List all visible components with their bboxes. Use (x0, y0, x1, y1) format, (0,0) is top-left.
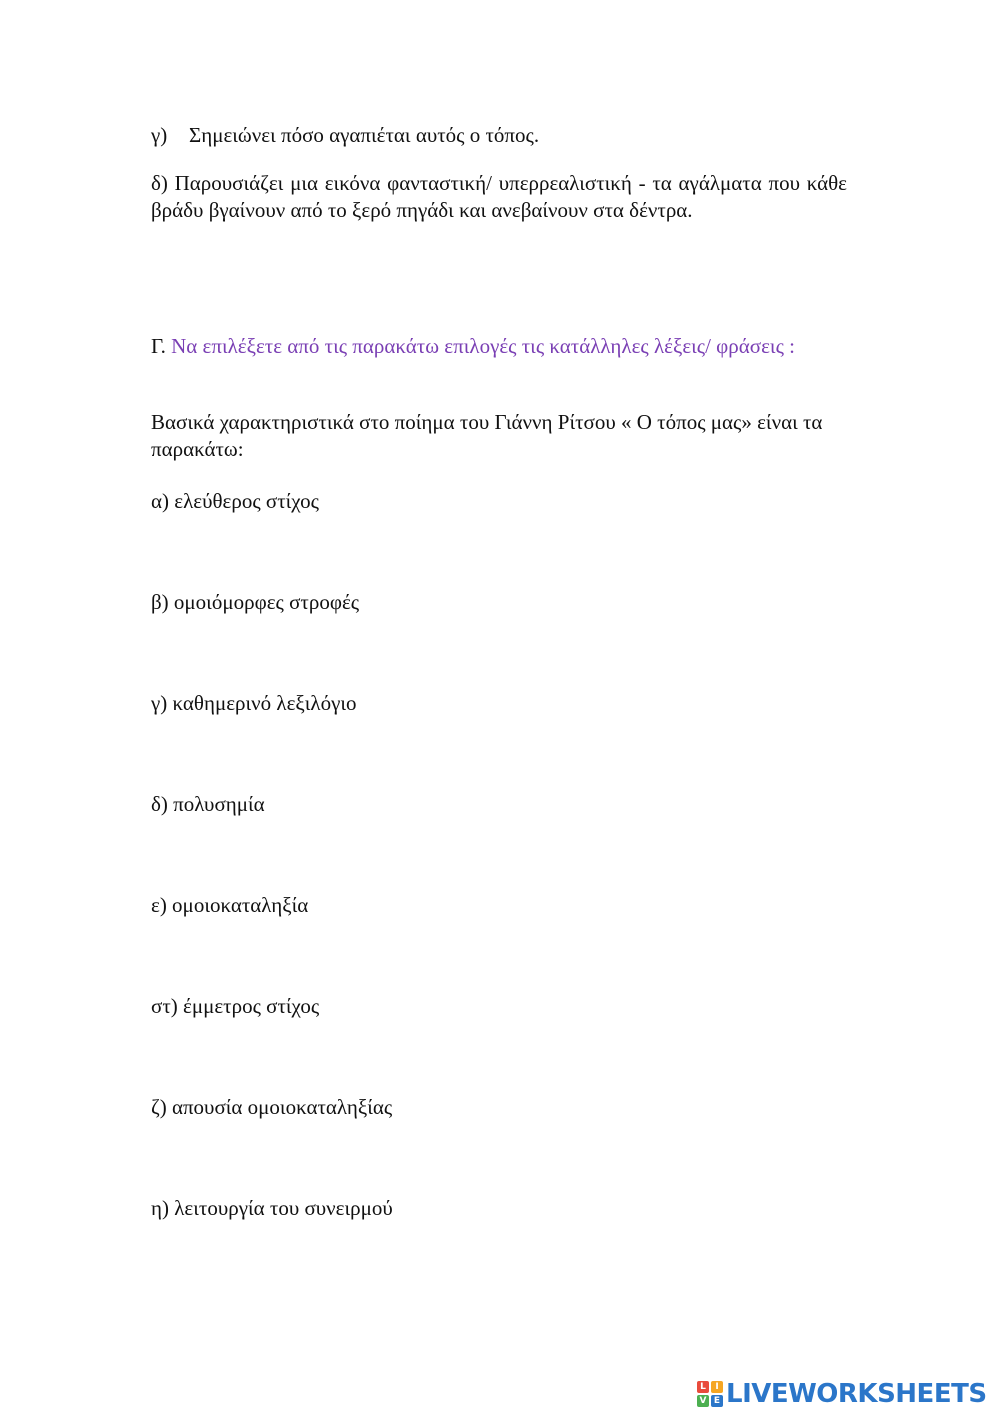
option-item: στ) έμμετρος στίχος (151, 994, 320, 1018)
item-gamma-text: Σημειώνει πόσο αγαπιέται αυτός ο τόπος. (189, 123, 540, 147)
option-item: ζ) απουσία ομοιοκαταληξίας (151, 1095, 393, 1119)
logo-tile: I (711, 1381, 723, 1393)
section-c-intro: Βασικά χαρακτηριστικά στο ποίημα του Γιάννη Ρίτσου « Ο τόπος μας» είναι τα παρακάτω: (151, 410, 823, 461)
option-item: β) ομοιόμορφες στροφές (151, 590, 360, 614)
section-c-heading (151, 333, 847, 360)
logo-tile: V (697, 1395, 709, 1407)
section-c-letter: Γ. (151, 334, 166, 358)
liveworksheets-logo (697, 1377, 987, 1411)
logo-tile: E (711, 1395, 723, 1407)
option-item: α) ελεύθερος στίχος (151, 489, 319, 513)
logo-icon (697, 1381, 723, 1407)
option-item: δ) πολυσημία (151, 792, 265, 816)
option-item: ε) ομοιοκαταληξία (151, 893, 309, 917)
logo-wordmark: LIVEWORKSHEETS (726, 1379, 987, 1409)
option-item: η) λειτουργία του συνειρμού (151, 1196, 393, 1220)
item-gamma (151, 122, 539, 149)
item-delta: δ) Παρουσιάζει μια εικόνα φανταστική/ υπερρεαλιστική - τα αγάλματα που κάθε βράδυ βγαίνουν από το ξερό πηγάδι και ανεβαίνουν στα δέντρα. (151, 171, 847, 222)
logo-tile: L (697, 1381, 709, 1393)
section-c-instruction: Να επιλέξετε από τις παρακάτω επιλογές τις κατάλληλες λέξεις/ φράσεις : (171, 334, 795, 358)
option-item: γ) καθημερινό λεξιλόγιο (151, 691, 357, 715)
item-gamma-marker: γ) (151, 123, 168, 147)
